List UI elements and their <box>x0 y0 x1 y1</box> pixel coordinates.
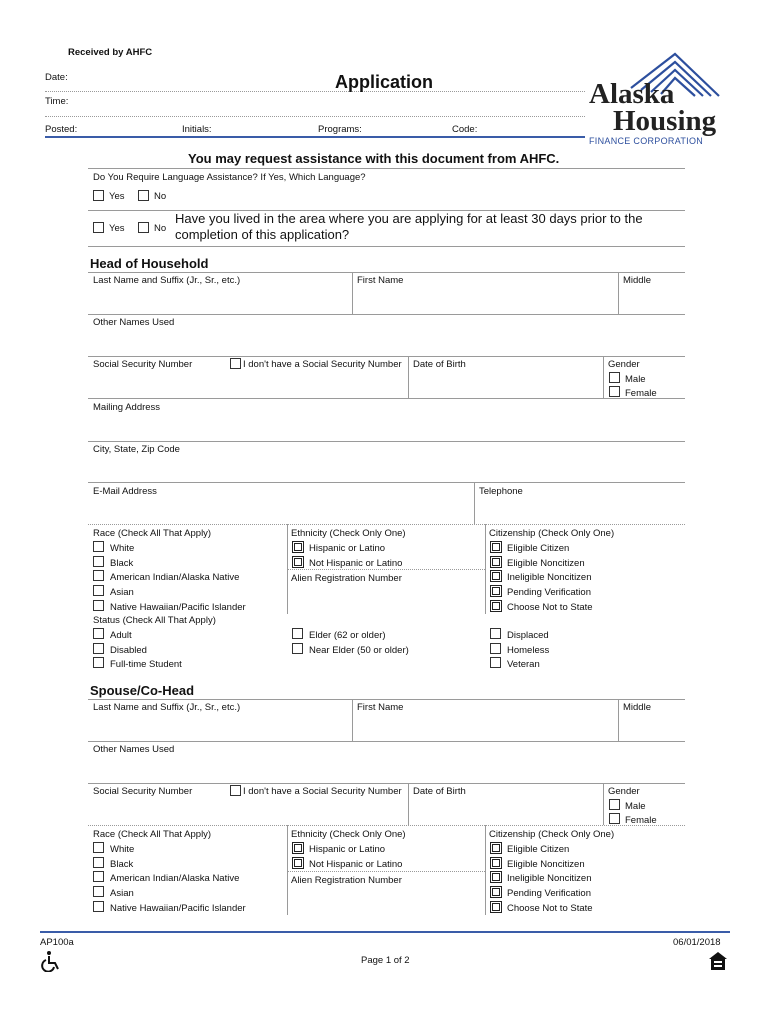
divider <box>485 825 486 915</box>
residency-yes-checkbox[interactable] <box>93 222 104 233</box>
head-heading: Head of Household <box>90 256 209 271</box>
divider <box>88 272 685 273</box>
head-race-option: Native Hawaiian/Pacific Islander <box>110 602 246 613</box>
no-label: No <box>154 191 167 202</box>
spouse-citizenship-option: Pending Verification <box>507 888 591 899</box>
form-number: AP100a <box>40 937 74 948</box>
head-citizenship-checkbox[interactable] <box>490 585 502 597</box>
head-status-label: Status (Check All That Apply) <box>93 615 216 626</box>
spouse-dob-label: Date of Birth <box>413 786 466 797</box>
time-label: Time: <box>45 96 69 107</box>
yes-label: Yes <box>109 223 125 234</box>
logo-line2: Housing <box>613 105 717 137</box>
head-female-label: Female <box>625 388 657 399</box>
head-male-checkbox[interactable] <box>609 372 620 383</box>
spouse-citizenship-option: Choose Not to State <box>507 903 593 914</box>
head-race-option: White <box>110 543 135 554</box>
head-citizenship-option: Ineligible Noncitizen <box>507 572 592 583</box>
page-number: Page 1 of 2 <box>361 955 410 966</box>
spouse-middle-label: Middle <box>623 702 651 713</box>
spouse-male-label: Male <box>625 801 646 812</box>
spouse-race-checkbox[interactable] <box>93 901 104 912</box>
language-yes-checkbox[interactable] <box>93 190 104 201</box>
head-female-checkbox[interactable] <box>609 386 620 397</box>
head-race-checkbox[interactable] <box>93 570 104 581</box>
head-status-checkbox[interactable] <box>292 628 303 639</box>
spouse-race-label: Race (Check All That Apply) <box>93 829 212 840</box>
head-ssn-label: Social Security Number <box>93 359 193 370</box>
yes-label: Yes <box>109 191 125 202</box>
footer-rule <box>40 931 730 933</box>
head-ethnicity-checkbox[interactable] <box>292 556 304 568</box>
divider <box>88 168 685 169</box>
head-status-checkbox[interactable] <box>292 643 303 654</box>
spouse-citizenship-checkbox[interactable] <box>490 901 502 913</box>
no-label: No <box>154 223 167 234</box>
divider <box>352 272 353 314</box>
spouse-no-ssn-checkbox[interactable] <box>230 785 241 796</box>
spouse-alien-label: Alien Registration Number <box>291 875 402 886</box>
spouse-male-checkbox[interactable] <box>609 799 620 810</box>
spouse-race-checkbox[interactable] <box>93 871 104 882</box>
divider <box>88 398 685 399</box>
head-race-option: Asian <box>110 587 134 598</box>
divider <box>88 441 685 442</box>
head-city-label: City, State, Zip Code <box>93 444 180 455</box>
divider <box>485 524 486 614</box>
head-ethnicity-option: Not Hispanic or Latino <box>309 558 403 569</box>
divider <box>287 569 485 570</box>
divider <box>45 116 585 117</box>
head-race-checkbox[interactable] <box>93 600 104 611</box>
head-citizenship-option: Pending Verification <box>507 587 591 598</box>
head-ethnicity-checkbox[interactable] <box>292 541 304 553</box>
spouse-citizenship-label: Citizenship (Check Only One) <box>489 829 615 840</box>
spouse-female-label: Female <box>625 815 657 826</box>
head-race-checkbox[interactable] <box>93 585 104 596</box>
residency-no-checkbox[interactable] <box>138 222 149 233</box>
head-status-option: Homeless <box>507 645 550 656</box>
head-male-label: Male <box>625 374 646 385</box>
divider <box>45 91 585 92</box>
head-status-checkbox[interactable] <box>490 657 501 668</box>
head-race-checkbox[interactable] <box>93 556 104 567</box>
head-status-checkbox[interactable] <box>93 643 104 654</box>
spouse-race-option: White <box>110 844 135 855</box>
head-middle-label: Middle <box>623 275 651 286</box>
head-citizenship-option: Eligible Citizen <box>507 543 570 554</box>
logo-line3: FINANCE CORPORATION <box>589 136 704 146</box>
spouse-race-option: American Indian/Alaska Native <box>110 873 240 884</box>
divider <box>287 825 288 915</box>
head-telephone-label: Telephone <box>479 486 523 497</box>
spouse-ethnicity-option: Not Hispanic or Latino <box>309 859 403 870</box>
divider <box>618 272 619 314</box>
spouse-ethnicity-label: Ethnicity (Check Only One) <box>291 829 406 840</box>
head-no-ssn-checkbox[interactable] <box>230 358 241 369</box>
head-gender-label: Gender <box>608 359 640 370</box>
head-status-option: Full-time Student <box>110 659 182 670</box>
divider <box>88 699 685 700</box>
initials-label: Initials: <box>182 124 212 135</box>
divider <box>287 871 485 872</box>
head-citizenship-option: Eligible Noncitizen <box>507 558 585 569</box>
spouse-first-name-label: First Name <box>357 702 404 713</box>
equal-housing-icon <box>707 950 729 972</box>
assistance-note: You may request assistance with this document from AHFC. <box>188 151 560 166</box>
head-ethnicity-option: Hispanic or Latino <box>309 543 386 554</box>
divider <box>88 314 685 315</box>
head-other-names-label: Other Names Used <box>93 317 175 328</box>
head-race-checkbox[interactable] <box>93 541 104 552</box>
posted-label: Posted: <box>45 124 78 135</box>
spouse-citizenship-checkbox[interactable] <box>490 886 502 898</box>
logo-line1: Alaska <box>589 78 675 110</box>
spouse-citizenship-option: Eligible Noncitizen <box>507 859 585 870</box>
divider <box>88 482 685 483</box>
spouse-last-name-label: Last Name and Suffix (Jr., Sr., etc.) <box>93 702 241 713</box>
spouse-race-option: Asian <box>110 888 134 899</box>
head-dob-label: Date of Birth <box>413 359 466 370</box>
divider <box>352 699 353 741</box>
head-citizenship-checkbox[interactable] <box>490 600 502 612</box>
spouse-citizenship-checkbox[interactable] <box>490 857 502 869</box>
divider <box>618 699 619 741</box>
spouse-ethnicity-checkbox[interactable] <box>292 857 304 869</box>
ahfc-logo <box>585 50 730 150</box>
divider <box>474 482 475 524</box>
head-race-label: Race (Check All That Apply) <box>93 528 212 539</box>
divider <box>88 356 685 357</box>
head-status-option: Elder (62 or older) <box>309 630 386 641</box>
head-status-checkbox[interactable] <box>93 628 104 639</box>
residency-question: Have you lived in the area where you are applying for at least 30 days prior to the completion of this application? <box>175 211 643 242</box>
spouse-citizenship-checkbox[interactable] <box>490 842 502 854</box>
head-no-ssn-label: I don't have a Social Security Number <box>243 359 402 370</box>
head-first-name-label: First Name <box>357 275 404 286</box>
divider <box>603 783 604 825</box>
spouse-race-checkbox[interactable] <box>93 857 104 868</box>
date-label: Date: <box>45 72 68 83</box>
language-no-checkbox[interactable] <box>138 190 149 201</box>
head-status-checkbox[interactable] <box>490 643 501 654</box>
spouse-ssn-label: Social Security Number <box>93 786 193 797</box>
head-status-checkbox[interactable] <box>490 628 501 639</box>
received-label: Received by AHFC <box>68 47 153 58</box>
spouse-heading: Spouse/Co-Head <box>90 683 195 698</box>
head-email-label: E-Mail Address <box>93 486 157 497</box>
divider <box>408 356 409 398</box>
divider <box>88 825 685 826</box>
head-race-option: American Indian/Alaska Native <box>110 572 240 583</box>
spouse-race-option: Black <box>110 859 134 870</box>
head-status-option: Disabled <box>110 645 147 656</box>
page-title: Application <box>335 72 433 92</box>
divider <box>88 741 685 742</box>
head-race-option: Black <box>110 558 134 569</box>
spouse-citizenship-option: Eligible Citizen <box>507 844 570 855</box>
divider <box>88 246 685 247</box>
spouse-ethnicity-option: Hispanic or Latino <box>309 844 386 855</box>
head-citizenship-checkbox[interactable] <box>490 541 502 553</box>
head-last-name-label: Last Name and Suffix (Jr., Sr., etc.) <box>93 275 241 286</box>
divider <box>408 783 409 825</box>
spouse-ethnicity-checkbox[interactable] <box>292 842 304 854</box>
head-citizenship-checkbox[interactable] <box>490 556 502 568</box>
spouse-other-names-label: Other Names Used <box>93 744 175 755</box>
spouse-citizenship-checkbox[interactable] <box>490 871 502 883</box>
spouse-gender-label: Gender <box>608 786 640 797</box>
head-alien-label: Alien Registration Number <box>291 573 402 584</box>
head-citizenship-label: Citizenship (Check Only One) <box>489 528 615 539</box>
spouse-race-checkbox[interactable] <box>93 886 104 897</box>
head-status-option: Near Elder (50 or older) <box>309 645 409 656</box>
language-question: Do You Require Language Assistance? If Yes, Which Language? <box>93 172 366 183</box>
spouse-female-checkbox[interactable] <box>609 813 620 824</box>
head-status-option: Veteran <box>507 659 540 670</box>
head-ethnicity-label: Ethnicity (Check Only One) <box>291 528 406 539</box>
header-rule <box>45 136 585 138</box>
programs-label: Programs: <box>318 124 362 135</box>
head-status-option: Displaced <box>507 630 549 641</box>
code-label: Code: <box>452 124 478 135</box>
divider <box>603 356 604 398</box>
spouse-race-checkbox[interactable] <box>93 842 104 853</box>
spouse-no-ssn-label: I don't have a Social Security Number <box>243 786 402 797</box>
divider <box>88 524 685 525</box>
head-status-option: Adult <box>110 630 132 641</box>
head-citizenship-option: Choose Not to State <box>507 602 593 613</box>
head-citizenship-checkbox[interactable] <box>490 570 502 582</box>
head-status-checkbox[interactable] <box>93 657 104 668</box>
divider <box>88 783 685 784</box>
spouse-citizenship-option: Ineligible Noncitizen <box>507 873 592 884</box>
form-date: 06/01/2018 <box>673 937 721 948</box>
accessibility-icon <box>40 950 62 972</box>
head-mailing-label: Mailing Address <box>93 402 161 413</box>
spouse-race-option: Native Hawaiian/Pacific Islander <box>110 903 246 914</box>
